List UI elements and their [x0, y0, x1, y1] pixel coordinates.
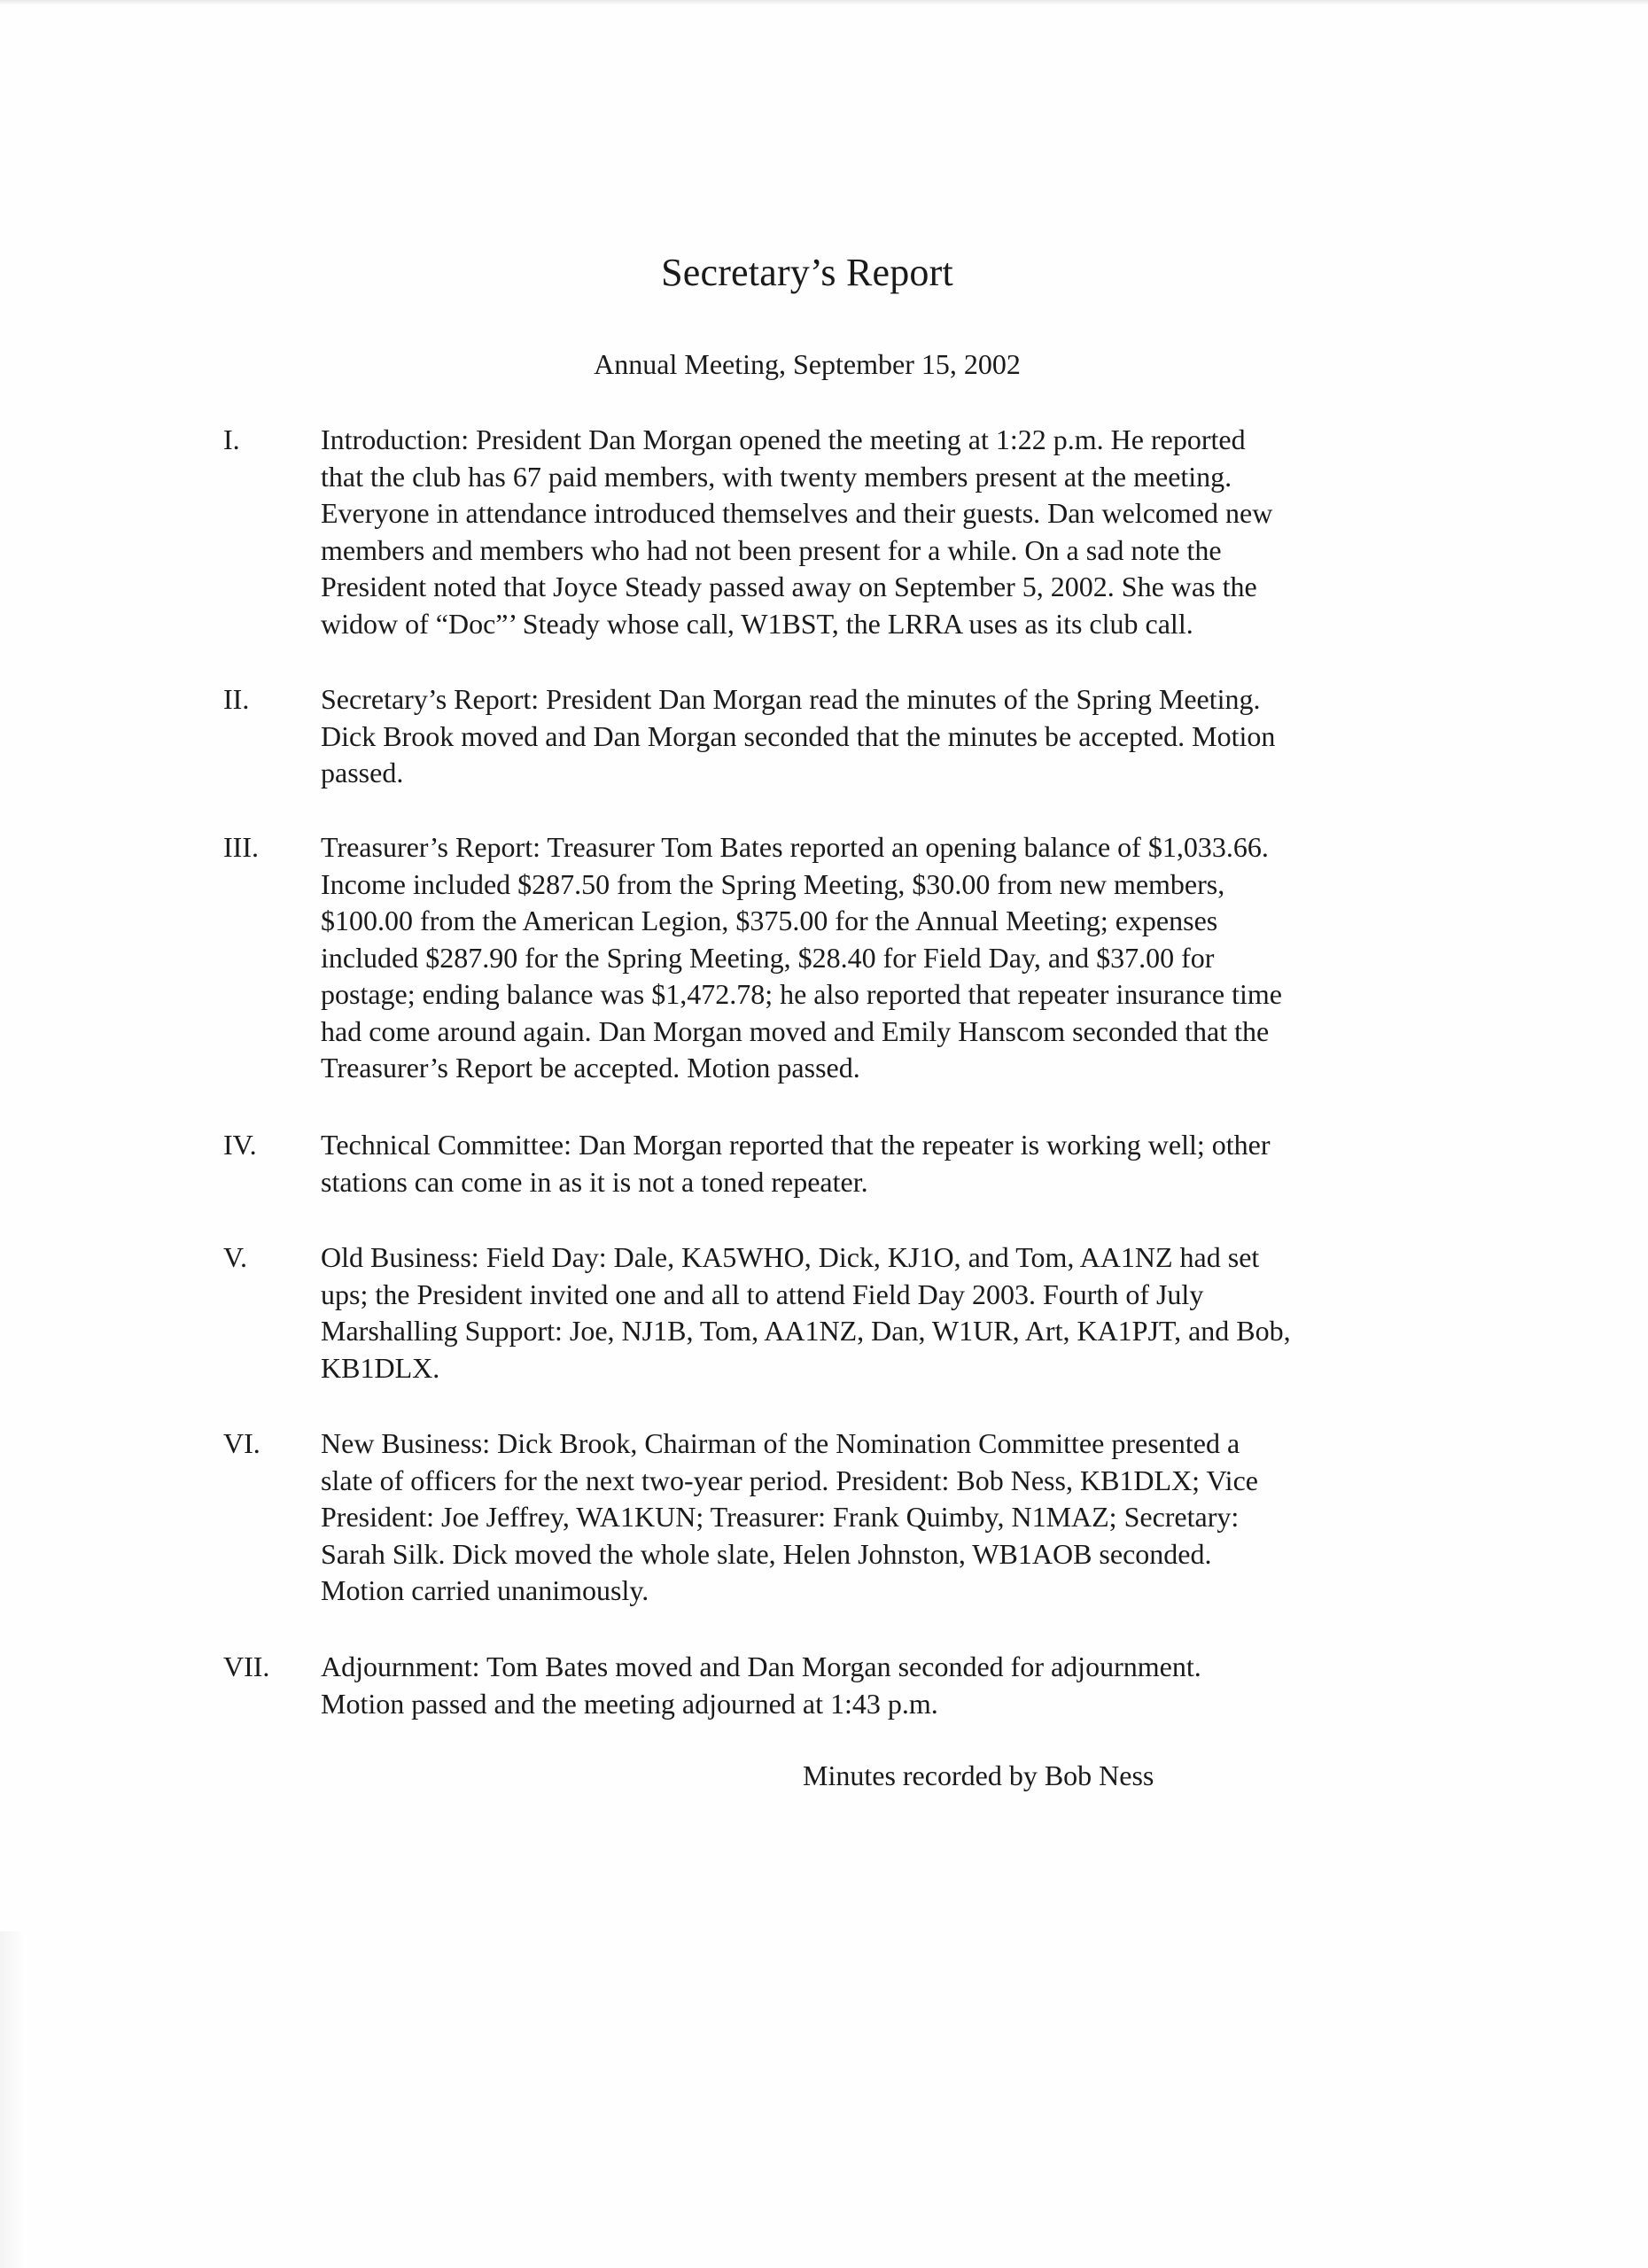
meeting-subtitle: Annual Meeting, September 15, 2002 — [594, 348, 1021, 380]
section-line: Old Business: Field Day: Dale, KA5WHO, Dick, KJ1O, and Tom, AA1NZ had set — [321, 1241, 1260, 1273]
section-line: Motion carried unanimously. — [321, 1574, 649, 1606]
section-numeral: V. — [223, 1241, 247, 1273]
section-body — [321, 1127, 1473, 1200]
section-line: President: Joe Jeffrey, WA1KUN; Treasurer: Frank Quimby, N1MAZ; Secretary: — [321, 1501, 1240, 1533]
section-body — [321, 1425, 1473, 1610]
section-body — [321, 1239, 1473, 1386]
section-line: Secretary’s Report: President Dan Morgan read the minutes of the Spring Meeting. — [321, 683, 1261, 715]
section-line: members and members who had not been present for a while. On a sad note the — [321, 533, 1222, 566]
section-numeral: I. — [223, 423, 240, 455]
section-line: included $287.90 for the Spring Meeting, $28.40 for Field Day, and $37.00 for — [321, 941, 1215, 974]
section-line: KB1DLX. — [321, 1351, 440, 1384]
section-line: ups; the President invited one and all to attend Field Day 2003. Fourth of July — [321, 1278, 1204, 1310]
section-numeral: III. — [223, 831, 259, 863]
section-line: stations can come in as it is not a toned repeater. — [321, 1165, 868, 1198]
section-line: Marshalling Support: Joe, NJ1B, Tom, AA1NZ, Dan, W1UR, Art, KA1PJT, and Bob, — [321, 1315, 1291, 1347]
section-line: passed. — [321, 757, 404, 788]
section-line: New Business: Dick Brook, Chairman of the Nomination Committee presented a — [321, 1427, 1240, 1459]
section-line: postage; ending balance was $1,472.78; he also reported that repeater insurance time — [321, 978, 1282, 1010]
section-line: Introduction: President Dan Morgan opened the meeting at 1:22 p.m. He reported — [321, 423, 1246, 455]
section-line: that the club has 67 paid members, with twenty members present at the meeting. — [321, 460, 1232, 493]
section-line: had come around again. Dan Morgan moved and Emily Hanscom seconded that the — [321, 1014, 1270, 1047]
section-line: widow of “Doc”’ Steady whose call, W1BST, the LRRA uses as its club call. — [321, 607, 1193, 640]
section-numeral: IV. — [223, 1129, 257, 1161]
section-line: Technical Committee: Dan Morgan reported that the repeater is working well; other — [321, 1129, 1271, 1161]
section-line: Dick Brook moved and Dan Morgan seconded that the minutes be accepted. Motion — [321, 719, 1276, 752]
section-numeral: II. — [223, 683, 250, 715]
section-line: Treasurer’s Report be accepted. Motion passed. — [321, 1052, 860, 1084]
section-line: slate of officers for the next two-year period. President: Bob Ness, KB1DLX; Vice — [321, 1464, 1258, 1496]
report-title: Secretary’s Report — [661, 251, 953, 294]
section-line: Adjournment: Tom Bates moved and Dan Morgan seconded for adjournment. — [321, 1651, 1201, 1682]
section-line: Income included $287.50 from the Spring Meeting, $30.00 from new members, — [321, 867, 1225, 900]
section-numeral: VII. — [223, 1651, 270, 1682]
section-body — [321, 681, 1473, 792]
section-line: Treasurer’s Report: Treasurer Tom Bates reported an opening balance of $1,033.66. — [321, 831, 1269, 863]
section-body — [321, 829, 1473, 1087]
section-numeral: VI. — [223, 1427, 260, 1459]
section-body — [321, 422, 1473, 642]
minutes-signature-line: Minutes recorded by Bob Ness — [803, 1759, 1154, 1791]
section-body — [321, 1649, 1473, 1722]
section-line: Everyone in attendance introduced themselves and their guests. Dan welcomed new — [321, 497, 1273, 529]
scan-shadow — [0, 1931, 27, 2268]
section-line: Sarah Silk. Dick moved the whole slate, Helen Johnston, WB1AOB seconded. — [321, 1537, 1212, 1570]
section-line: $100.00 from the American Legion, $375.00 for the Annual Meeting; expenses — [321, 905, 1218, 936]
section-line: Motion passed and the meeting adjourned at 1:43 p.m. — [321, 1687, 938, 1720]
scan-edge — [0, 0, 1648, 5]
section-line: President noted that Joyce Steady passed away on September 5, 2002. She was the — [321, 571, 1257, 602]
